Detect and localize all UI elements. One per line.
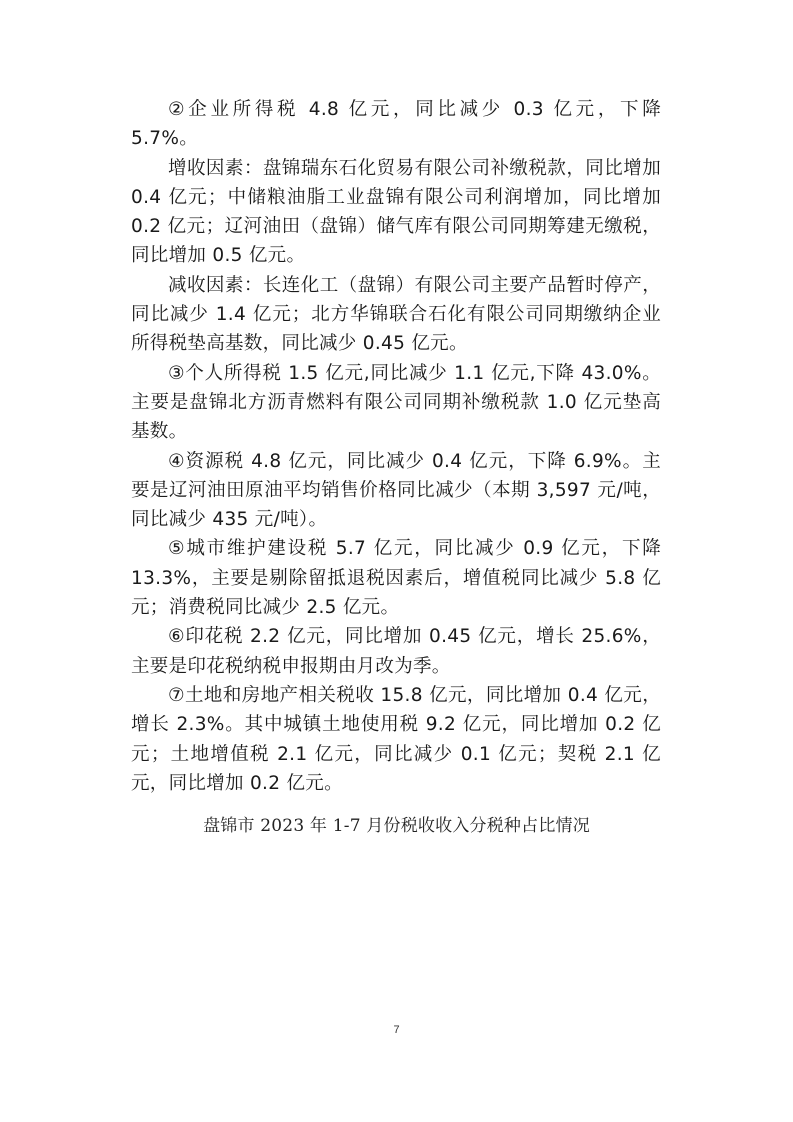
- paragraph-stamp-tax: ⑥印花税 2.2 亿元，同比增加 0.45 亿元，增长 25.6%，主要是印花税纳税申报期由月改为季。: [131, 626, 661, 677]
- paragraph-urban-construction-tax: ⑤城市维护建设税 5.7 亿元，同比减少 0.9 亿元，下降 13.3%，主要是剔除留抵退税因素后，增值税同比减少 5.8 亿元；消费税同比减少 2.5 亿元。: [131, 538, 661, 619]
- paragraph-personal-income-tax: ③个人所得税 1.5 亿元,同比减少 1.1 亿元,下降 43.0%。主要是盘锦北方沥青燃料有限公司同期补缴税款 1.0 亿元垫高基数。: [131, 362, 661, 443]
- paragraph-resource-tax: ④资源税 4.8 亿元，同比减少 0.4 亿元，下降 6.9%。主要是辽河油田原油平均销售价格同比减少（本期 3,597 元/吨，同比减少 435 元/吨）。: [131, 450, 661, 531]
- paragraph-corporate-income-tax: ②企业所得税 4.8 亿元，同比减少 0.3 亿元，下降 5.7%。: [131, 99, 661, 150]
- paragraph-decrease-factors: 减收因素：长连化工（盘锦）有限公司主要产品暂时停产，同比减少 1.4 亿元；北方华锦联合石化有限公司同期缴纳企业所得税垫高基数，同比减少 0.45 亿元。: [131, 274, 661, 355]
- paragraph-increase-factors: 增收因素：盘锦瑞东石化贸易有限公司补缴税款，同比增加 0.4 亿元；中储粮油脂工业盘锦有限公司利润增加，同比增加 0.2 亿元；辽河油田（盘锦）储气库有限公司同期筹建无缴税，同比增加 0.5 亿元。: [131, 157, 661, 267]
- paragraph-land-real-estate-tax: ⑦土地和房地产相关税收 15.8 亿元，同比增加 0.4 亿元，增长 2.3%。其中城镇土地使用税 9.2 亿元，同比增加 0.2 亿元；土地增值税 2.1 亿元，同比减少 0.1 亿元；契税 2.1 亿元，同比增加 0.2 亿元。: [131, 684, 661, 794]
- body-text: [131, 95, 661, 798]
- figure-caption: 盘锦市 2023 年 1-7 月份税收收入分税种占比情况: [203, 816, 590, 836]
- page-number: 7: [393, 1024, 400, 1036]
